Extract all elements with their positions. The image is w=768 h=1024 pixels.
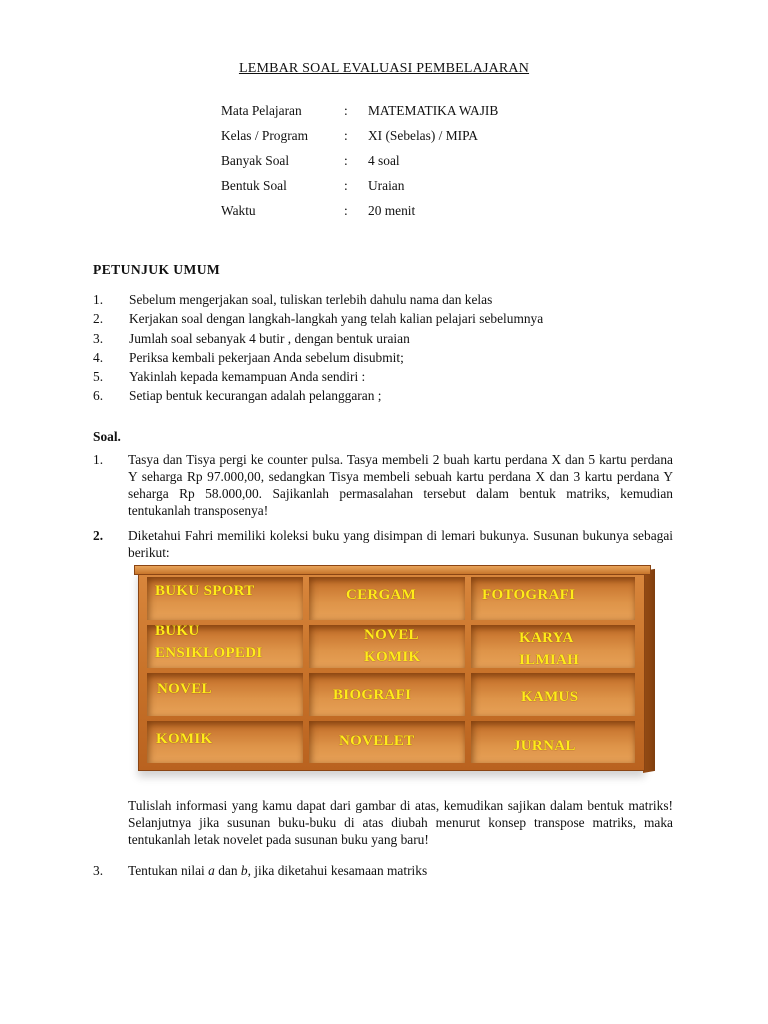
shelf-label-cergam: CERGAM [346, 587, 417, 603]
question-text-part: dan [214, 863, 241, 878]
shelf-label-ilmiah: ILMIAH [519, 652, 580, 668]
question-2-continuation: Tulislah informasi yang kamu dapat dari gambar di atas, kemudikan sajikan dalam bentuk matriks! Selanjutnya jika susunan buku-buku di atas diubah menurut konsep transpose matriks, maka tentukanlah letak novelet pada susunan buku yang baru! [128, 798, 673, 847]
list-text: Jumlah soal sebanyak 4 butir , dengan bentuk uraian [129, 330, 410, 346]
info-colon: : [344, 153, 348, 168]
shelf-top [134, 565, 651, 575]
shelf-label-komik: KOMIK [156, 731, 213, 747]
question-1 [93, 451, 673, 519]
question-number: 1. [93, 452, 104, 467]
info-row [221, 102, 641, 127]
variable-b: b [240, 863, 248, 878]
petunjuk-heading: PETUNJUK UMUM [93, 262, 221, 277]
info-colon: : [344, 203, 348, 218]
list-number: 4. [93, 349, 104, 365]
info-value: MATEMATIKA WAJIB [368, 103, 499, 118]
shelf-label-novelet: NOVELET [339, 733, 415, 749]
shelf-label-karya: KARYA [519, 630, 574, 646]
question-number: 3. [93, 863, 104, 878]
list-number: 3. [93, 330, 104, 346]
shelf-label-buku-sport: BUKU SPORT [155, 583, 255, 599]
question-2 [93, 527, 673, 561]
question-text: Tasya dan Tisya pergi ke counter pulsa. Tasya membeli 2 buah kartu perdana X dan 5 kartu perdana Y seharga Rp 97.000,00, sedangkan Tisya membeli sebuah kartu perdana X dan 3 kartu perdana Y seharga Rp 58.000,00. Sajikanlah permasalahan tersebut dalam bentuk matriks, kemudian tentukanlah transposenya! [128, 452, 673, 518]
shelf-label-novel-komik-2: KOMIK [364, 649, 421, 665]
list-text: Sebelum mengerjakan soal, tuliskan terlebih dahulu nama dan kelas [129, 292, 493, 307]
info-label: Bentuk Soal [221, 178, 287, 193]
list-number: 1. [93, 292, 104, 307]
list-item [93, 291, 683, 310]
soal-heading: Soal. [93, 429, 121, 444]
info-colon: : [344, 103, 348, 118]
shelf-label-jurnal: JURNAL [513, 738, 576, 754]
shelf-label-novel: NOVEL [157, 681, 212, 697]
list-number: 2. [93, 311, 104, 327]
info-colon: : [344, 128, 348, 143]
shelf-label-novel-komik-1: NOVEL [364, 627, 419, 643]
shelf-label-kamus: KAMUS [521, 689, 579, 705]
list-text: Kerjakan soal dengan langkah-langkah yang telah kalian pelajari sebelumnya [129, 311, 544, 327]
info-row [221, 152, 641, 177]
question-text-part: , jika diketahui kesamaan matriks [247, 863, 428, 878]
bookshelf-image [128, 565, 660, 777]
list-item [93, 368, 683, 387]
shelf-label-ensiklopedi: ENSIKLOPEDI [155, 645, 263, 661]
info-label: Banyak Soal [221, 153, 290, 168]
petunjuk-list [93, 291, 683, 407]
list-number: 5. [93, 369, 104, 385]
list-item [93, 387, 683, 406]
list-number: 6. [93, 388, 104, 404]
list-text: Yakinlah kepada kemampuan Anda sendiri : [129, 369, 366, 385]
question-text: Diketahui Fahri memiliki koleksi buku yang disimpan di lemari bukunya. Susunan bukunya sebagai berikut: [128, 528, 673, 560]
info-table [221, 102, 641, 227]
info-row [221, 202, 641, 227]
document-title: LEMBAR SOAL EVALUASI PEMBELAJARAN [238, 61, 530, 76]
info-value: 20 menit [368, 203, 416, 218]
question-3 [93, 862, 673, 879]
info-label: Waktu [221, 203, 256, 218]
question-text-part: Tentukan nilai [128, 863, 209, 878]
info-label: Kelas / Program [221, 128, 309, 143]
list-item [93, 310, 683, 329]
list-item [93, 330, 683, 349]
shelf-label-biografi: BIOGRAFI [333, 687, 412, 703]
info-row [221, 177, 641, 202]
info-value: Uraian [368, 178, 405, 193]
info-row [221, 127, 641, 152]
list-text: Setiap bentuk kecurangan adalah pelanggaran ; [129, 388, 382, 404]
info-value: 4 soal [368, 153, 400, 168]
info-label: Mata Pelajaran [221, 103, 302, 118]
question-text [128, 862, 673, 879]
shelf-label-buku: BUKU [155, 623, 200, 639]
variable-a: a [208, 863, 215, 878]
list-text: Periksa kembali pekerjaan Anda sebelum disubmit; [129, 349, 404, 365]
info-value: XI (Sebelas) / MIPA [368, 128, 478, 143]
shelf-label-fotografi: FOTOGRAFI [482, 587, 576, 603]
info-colon: : [344, 178, 348, 193]
list-item [93, 349, 683, 368]
question-number: 2. [93, 528, 104, 543]
